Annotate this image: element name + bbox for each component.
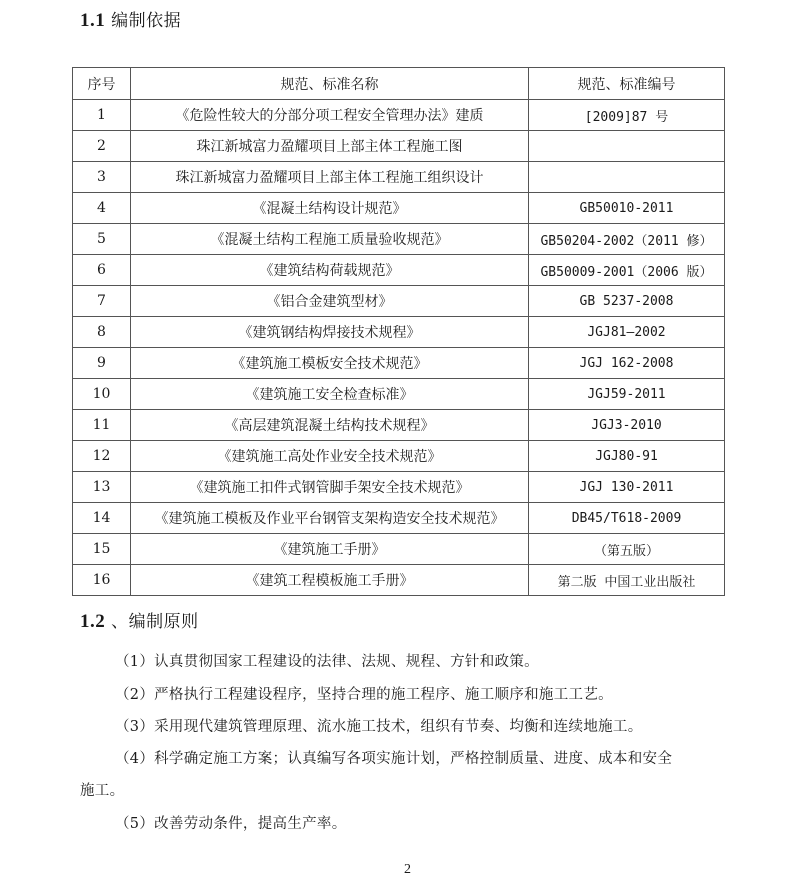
header-standard-code: 规范、标准编号 [529,68,725,100]
row-standard-name: 《建筑施工模板及作业平台钢管支架构造安全技术规范》 [131,503,529,534]
row-standard-code: JGJ59-2011 [529,379,725,410]
row-standard-name: 《建筑工程模板施工手册》 [131,565,529,596]
section-1-title: 编制依据 [111,11,182,31]
table-row [73,472,725,503]
row-index: 4 [73,193,131,224]
table-row [73,565,725,596]
row-index: 12 [73,441,131,472]
table-row [73,503,725,534]
page-number: 2 [404,862,411,877]
row-standard-name: 《建筑施工扣件式钢管脚手架安全技术规范》 [131,472,529,503]
table-row [73,193,725,224]
row-standard-name: 《建筑钢结构焊接技术规程》 [131,317,529,348]
table-row [73,131,725,162]
row-standard-code: （第五版） [529,534,725,565]
row-index: 1 [73,100,131,131]
table-row [73,348,725,379]
row-standard-code: JGJ80-91 [529,441,725,472]
table-row [73,224,725,255]
standards-table [72,67,725,596]
row-standard-code: [2009]87 号 [529,100,725,131]
row-standard-name: 《建筑结构荷载规范》 [131,255,529,286]
row-standard-name: 《建筑施工模板安全技术规范》 [131,348,529,379]
row-index: 10 [73,379,131,410]
table-row [73,441,725,472]
row-standard-name: 《混凝土结构设计规范》 [131,193,529,224]
row-standard-name: 《建筑施工安全检查标准》 [131,379,529,410]
row-standard-code: 第二版 中国工业出版社 [529,565,725,596]
section-2-heading [80,607,199,633]
table-row [73,317,725,348]
table-row [73,100,725,131]
row-standard-code [529,162,725,193]
row-standard-code: JGJ81—2002 [529,317,725,348]
table-header-row [73,68,725,100]
row-standard-name: 《混凝土结构工程施工质量验收规范》 [131,224,529,255]
row-index: 9 [73,348,131,379]
row-standard-name: 《铝合金建筑型材》 [131,286,529,317]
row-index: 13 [73,472,131,503]
section-2-title: 、编制原则 [111,612,199,632]
row-index: 5 [73,224,131,255]
row-standard-code: DB45/T618-2009 [529,503,725,534]
principle-2: （2）严格执行工程建设程序，坚持合理的施工程序、施工顺序和施工工艺。 [115,687,613,703]
row-standard-code: GB50010-2011 [529,193,725,224]
principle-3: （3）采用现代建筑管理原理、流水施工技术，组织有节奏、均衡和连续地施工。 [115,719,643,735]
row-standard-name: 《危险性较大的分部分项工程安全管理办法》建质 [131,100,529,131]
row-standard-code: JGJ 130-2011 [529,472,725,503]
principle-4: （4）科学确定施工方案；认真编写各项实施计划，严格控制质量、进度、成本和安全 [115,751,673,767]
row-index: 8 [73,317,131,348]
table-row [73,410,725,441]
header-standard-name: 规范、标准名称 [131,68,529,100]
table-row [73,286,725,317]
table-row [73,534,725,565]
row-index: 14 [73,503,131,534]
table-row [73,162,725,193]
row-standard-name: 珠江新城富力盈耀项目上部主体工程施工组织设计 [131,162,529,193]
principle-5: （5）改善劳动条件，提高生产率。 [115,816,347,832]
row-index: 11 [73,410,131,441]
row-standard-code: GB 5237-2008 [529,286,725,317]
row-standard-code: GB50204-2002（2011 修） [529,224,725,255]
row-index: 2 [73,131,131,162]
section-1-heading [80,6,181,32]
principle-1: （1）认真贯彻国家工程建设的法律、法规、规程、方针和政策。 [115,654,539,670]
row-standard-code: JGJ3-2010 [529,410,725,441]
section-2-number: 1.2 [80,611,106,632]
header-index: 序号 [73,68,131,100]
row-index: 6 [73,255,131,286]
row-standard-name: 《建筑施工高处作业安全技术规范》 [131,441,529,472]
row-standard-name: 《高层建筑混凝土结构技术规程》 [131,410,529,441]
principle-4-continued: 施工。 [80,783,125,799]
row-index: 15 [73,534,131,565]
row-standard-name: 珠江新城富力盈耀项目上部主体工程施工图 [131,131,529,162]
table-row [73,255,725,286]
row-standard-name: 《建筑施工手册》 [131,534,529,565]
row-standard-code [529,131,725,162]
section-1-number: 1.1 [80,10,106,31]
row-standard-code: GB50009-2001（2006 版） [529,255,725,286]
row-index: 7 [73,286,131,317]
table-row [73,379,725,410]
row-standard-code: JGJ 162-2008 [529,348,725,379]
row-index: 16 [73,565,131,596]
row-index: 3 [73,162,131,193]
